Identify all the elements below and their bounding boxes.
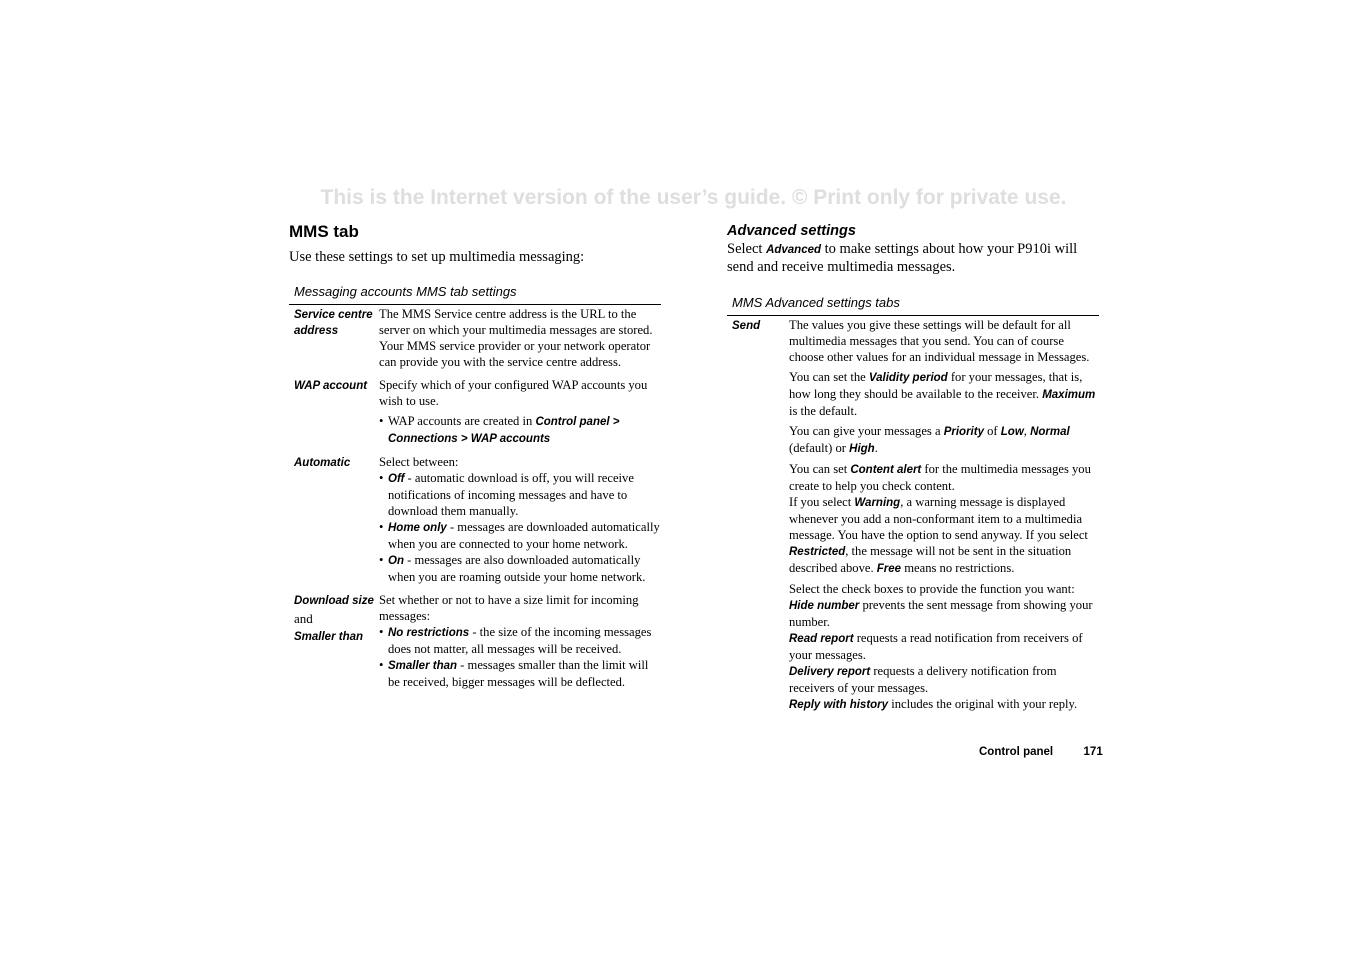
text: requests a delivery notification from receivers of your messages. [789,664,1057,695]
desc-cell [379,454,661,589]
advanced-settings-heading: Advanced settings [727,223,856,239]
download-size-list [379,624,661,690]
text: means no restrictions. [901,561,1015,575]
option-off: Off [388,473,405,485]
wap-account-list [379,413,661,447]
term-download-size: Download size [294,595,374,607]
term-smaller-than: Smaller than [294,631,364,643]
text: includes the original with your reply. [888,697,1078,711]
wap-account-text: Specify which of your configured WAP accounts you wish to use. [379,378,648,408]
text: (default) or [789,441,850,455]
term-cell [289,592,379,694]
text: is the default. [789,404,858,418]
intro-text: Select [727,241,767,257]
option-text: - the size of the incoming messages does not matter, all messages will be received. [388,625,652,656]
high: High [849,443,875,455]
warning: Warning [854,497,901,509]
text: You can set [789,462,851,476]
mms-tab-table-caption: Messaging accounts MMS tab settings [289,284,661,305]
term-wap-account: WAP account [294,380,368,392]
term-cell [289,454,379,589]
advanced-settings-intro [727,241,1099,276]
table-row [727,316,1099,717]
text: , a warning message is displayed whenever you add a non-conformant item to a multimedia message. You have the option to send anyway. If you select [789,495,1088,542]
list-item [379,413,661,447]
term-cell [289,306,379,374]
option-smaller-than: Smaller than [388,660,458,672]
restricted: Restricted [789,546,846,558]
send-paragraph-5 [789,581,1099,713]
send-paragraph-1: The values you give these settings will be default for all multimedia messages that you send. You can of course choose other values for an individual message in Messages. [789,318,1090,364]
maximum: Maximum [1042,389,1096,401]
term-cell [289,377,379,451]
option-text: - messages are downloaded automatically when you are connected to your home network. [388,520,660,551]
table-row [289,592,661,694]
read-report: Read report [789,633,854,645]
right-column [727,222,1099,717]
text: of [983,424,1001,438]
list-item [379,552,661,585]
page-number: 171 [1083,746,1103,758]
left-column [289,222,661,694]
mms-tab-intro: Use these settings to set up multimedia messaging: [289,249,585,265]
option-text: - automatic download is off, you will receive notifications of incoming messages and have to download them manually. [388,471,634,518]
reply-with-history: Reply with history [789,699,889,711]
footer-section: Control panel [979,746,1054,758]
option-home-only: Home only [388,522,447,534]
mms-tab-heading: MMS tab [289,222,359,241]
bullet-text: WAP accounts are created in [388,414,536,428]
list-item [379,470,661,519]
term-automatic: Automatic [294,457,351,469]
text: You can set the [789,370,869,384]
advanced-keyword: Advanced [766,244,822,256]
advanced-table-caption: MMS Advanced settings tabs [727,295,1099,316]
mms-tab-settings-table [289,305,661,694]
term-cell [727,317,789,717]
term-address: address [294,325,339,337]
table-row [289,306,661,374]
table-row [289,377,661,451]
menu-path: Control panel > Connections > WAP accounts [388,416,620,445]
normal: Normal [1030,426,1070,438]
download-size-text: Set whether or not to have a size limit for incoming messages: [379,593,639,623]
table-row [289,454,661,589]
desc-cell [379,377,661,451]
term-send: Send [732,320,761,332]
service-centre-text: The MMS Service centre address is the URL to the server on which your multimedia messages are stored. Your MMS service provider or your network operator can provide you with the service centre address. [379,307,653,369]
option-no-restrictions: No restrictions [388,627,470,639]
send-paragraph-4 [789,461,1099,577]
text: requests a read notification from receivers of your messages. [789,631,1083,662]
text: . [874,441,878,455]
watermark: This is the Internet version of the user’s guide. © Print only for private use. [320,186,1067,209]
automatic-options-list [379,470,661,585]
option-on: On [388,555,404,567]
low: Low [1000,426,1024,438]
desc-cell [789,317,1099,717]
list-item [379,624,661,657]
intro-text: to make settings about how your P910i will send and receive multimedia messages. [727,241,1078,275]
text: , the message will not be sent in the situation described above. [789,544,1072,575]
hide-number: Hide number [789,600,860,612]
term-service-centre: Service centre [294,309,373,321]
text: , [1023,424,1031,438]
term-and: and [294,611,313,626]
validity-period: Validity period [868,372,948,384]
text: for your messages, that is, how long they should be available to the receiver. [789,370,1083,401]
send-paragraph-3 [789,423,1099,457]
automatic-text: Select between: [379,455,459,469]
content-alert: Content alert [850,464,922,476]
send-paragraph-2 [789,369,1099,419]
text: Select the check boxes to provide the function you want: [789,582,1075,596]
page-footer [979,746,1103,758]
option-text: - messages are also downloaded automatically when you are roaming outside your home network. [388,553,646,584]
desc-cell [379,306,661,374]
list-item [379,519,661,552]
priority: Priority [943,426,984,438]
text: If you select [789,495,855,509]
text: for the multimedia messages you create to help you check content. [789,462,1091,493]
text: You can give your messages a [789,424,944,438]
text: prevents the sent message from showing your number. [789,598,1093,629]
delivery-report: Delivery report [789,666,871,678]
desc-cell [379,592,661,694]
free: Free [876,563,902,575]
option-text: - messages smaller than the limit will be received, bigger messages will be deflected. [388,658,649,689]
list-item [379,657,661,690]
